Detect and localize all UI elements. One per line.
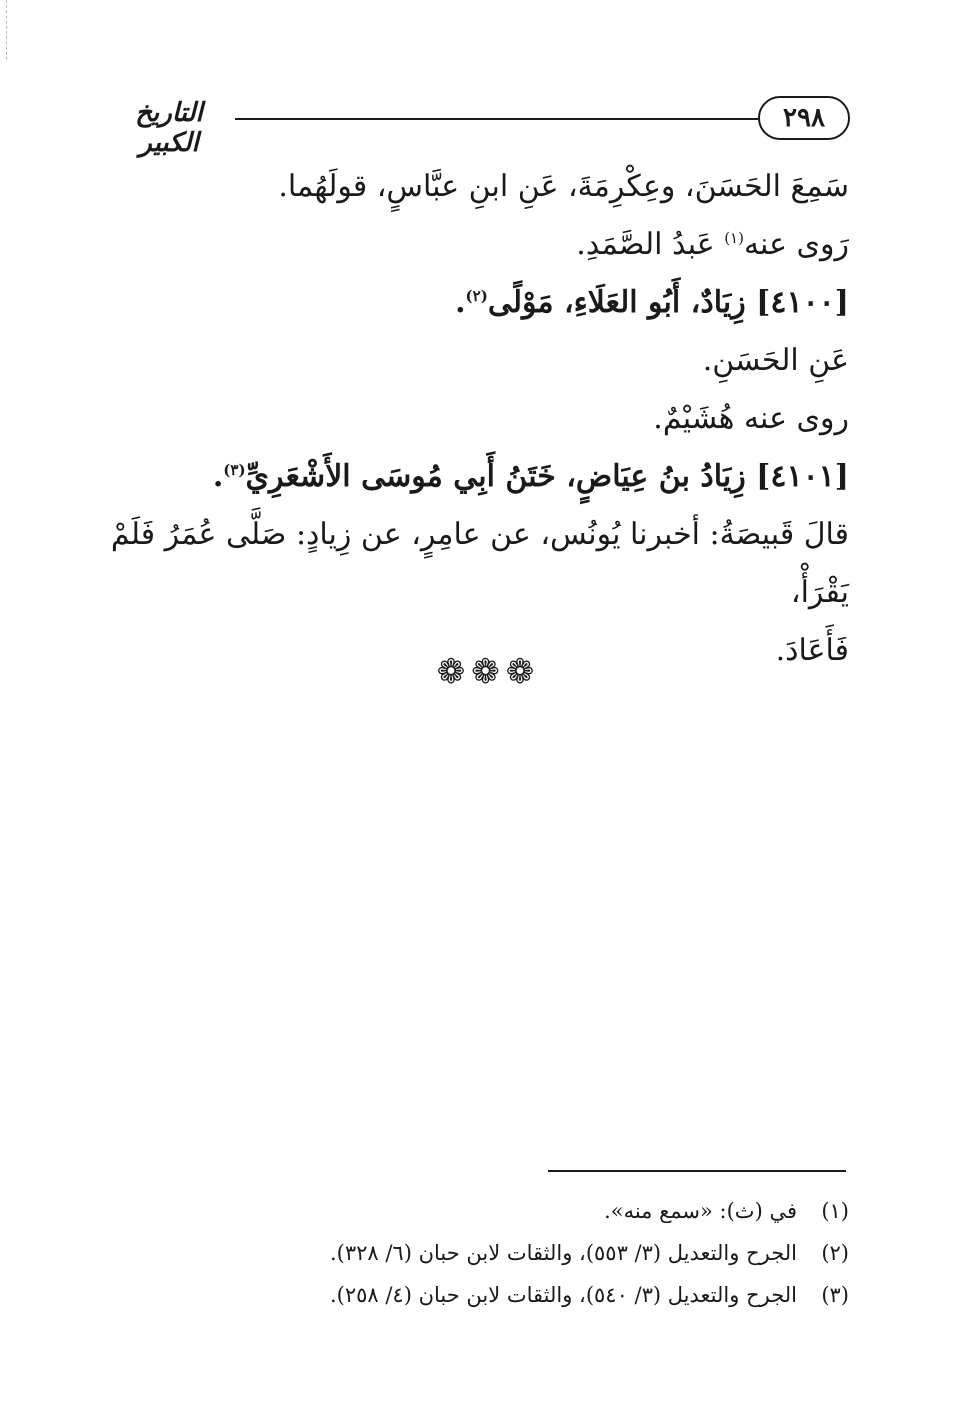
- footnote: [150, 1232, 849, 1274]
- footnote-text: الجرح والتعديل (٣/ ٥٥٣)، والثقات لابن حبان (٦/ ٣٢٨).: [329, 1241, 797, 1265]
- text-segment: عَبدُ الصَّمَدِ.: [576, 227, 725, 262]
- text-line: قالَ قَبيصَةُ: أخبرنا يُونُس، عن عامِرٍ، عن زِيادٍ: صَلَّى عُمَرُ فَلَمْ يَقْرَأْ،: [110, 517, 849, 610]
- running-header: [105, 96, 850, 158]
- entry-end: .: [455, 285, 466, 320]
- footnote-ref: (٣): [223, 461, 246, 479]
- footnote: [150, 1190, 849, 1232]
- footnote-number: (١): [821, 1199, 849, 1223]
- footnote-text: الجرح والتعديل (٣/ ٥٤٠)، والثقات لابن حبان (٤/ ٢٥٨).: [329, 1283, 797, 1307]
- main-text: [100, 158, 849, 680]
- footnote-text: في (ث): «سمع منه».: [604, 1199, 797, 1223]
- scan-edge-mark: [6, 0, 8, 60]
- text-line: عَنِ الحَسَنِ.: [702, 343, 849, 378]
- header-rule: [235, 118, 758, 120]
- footnote: [150, 1274, 849, 1316]
- text-line: روى عنه هُشَيْمٌ.: [653, 401, 849, 436]
- entry-title: [٤١٠٠] زِيَادٌ، أَبُو العَلَاءِ، مَوْلًى: [487, 285, 849, 320]
- book-title: التاريخ الكبير: [135, 98, 203, 158]
- footnote-ref: (١): [724, 229, 744, 247]
- page-number: ٢٩٨: [758, 96, 850, 140]
- text-line: فَأَعَادَ.: [775, 633, 849, 668]
- entry-end: .: [212, 459, 224, 494]
- footnote-rule: [548, 1170, 846, 1172]
- text-segment: رَوى عنه: [743, 227, 849, 262]
- footnote-number: (٣): [821, 1283, 849, 1307]
- entry-heading: [100, 274, 849, 332]
- text-line: سَمِعَ الحَسَنَ، وعِكْرِمَةَ، عَنِ ابنِ عبَّاسٍ، قولَهُما.: [278, 169, 849, 204]
- footnotes: [150, 1190, 849, 1316]
- footnote-number: (٢): [821, 1241, 849, 1265]
- footnote-ref: (٢): [465, 287, 488, 305]
- entry-heading: [100, 448, 849, 506]
- section-ornament: ❁❁❁: [436, 652, 541, 692]
- entry-title: [٤١٠١] زِيَادُ بنُ عِيَاضٍ، خَتَنُ أَبِي مُوسَى الأَشْعَرِيِّ: [245, 459, 849, 494]
- text-line: [100, 216, 849, 274]
